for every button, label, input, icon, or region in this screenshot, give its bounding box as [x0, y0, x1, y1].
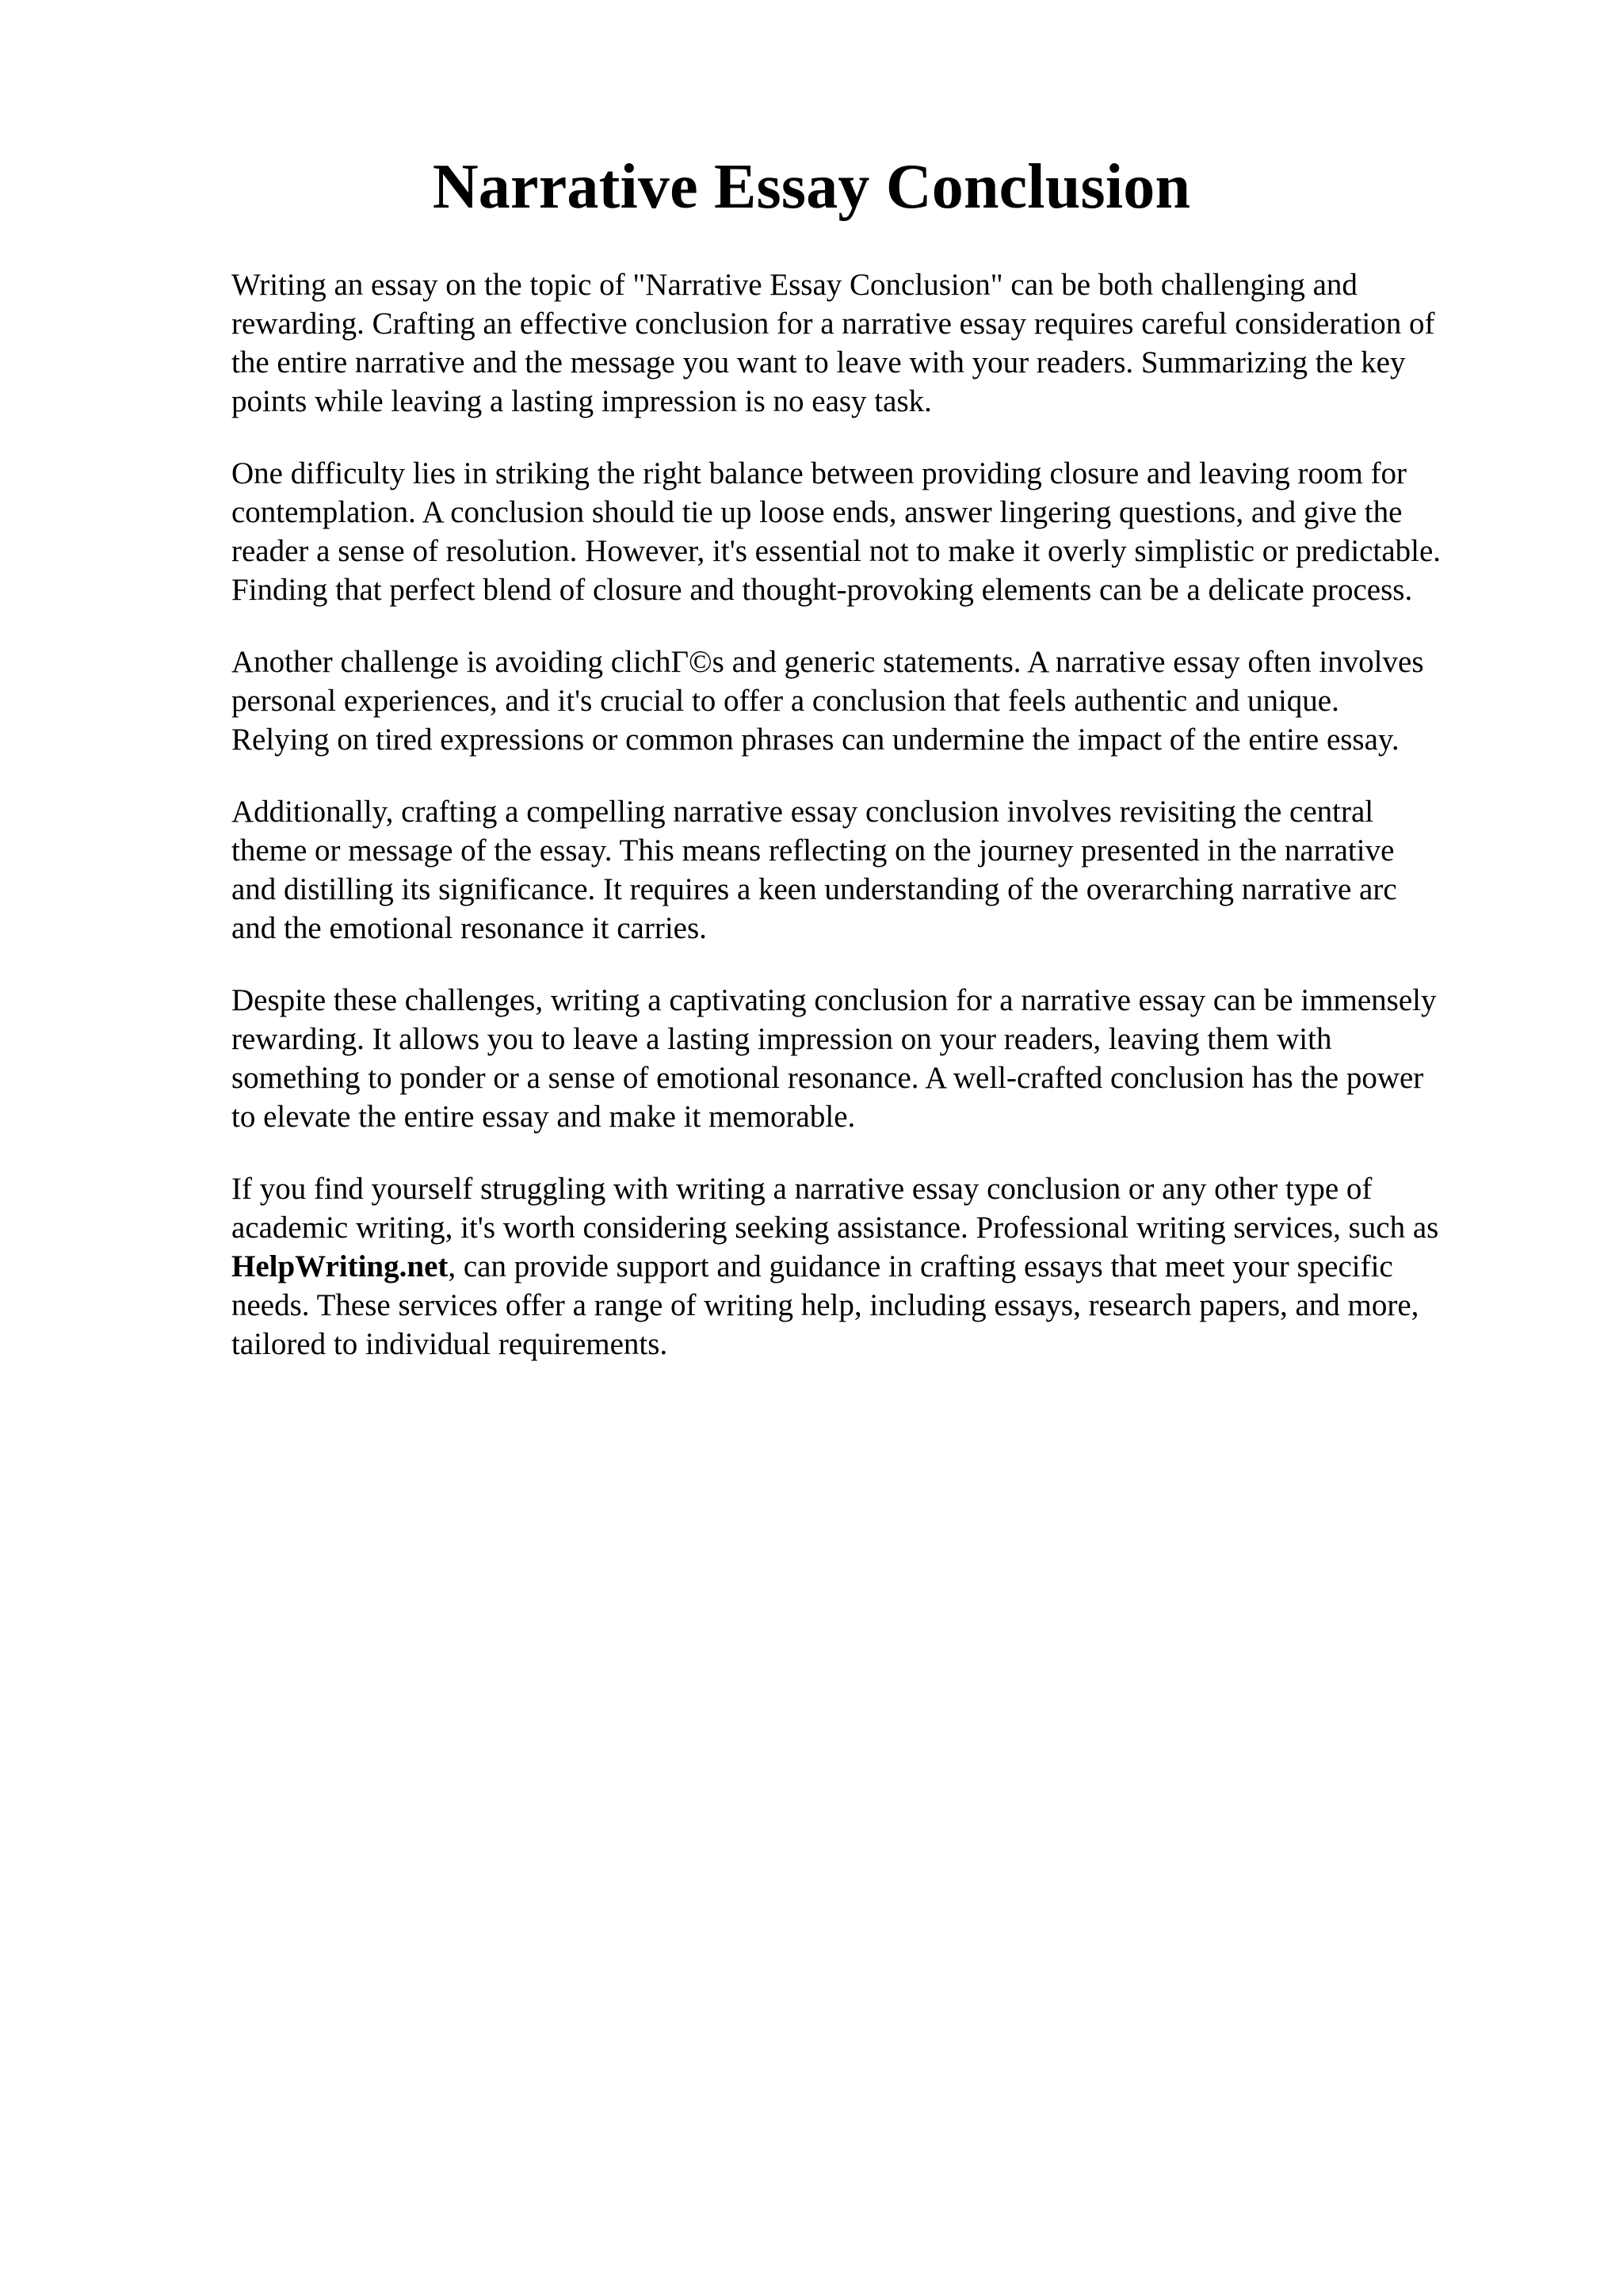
text-line: reader a sense of resolution. However, it's essential not to make it overly simplistic or predictable. [231, 534, 1442, 568]
text-line: needs. These services offer a range of writing help, including essays, research papers, and more, [231, 1288, 1419, 1322]
text-line: rewarding. Crafting an effective conclusion for a narrative essay requires careful consideration of [231, 307, 1435, 341]
text-line: One difficulty lies in striking the right balance between providing closure and leaving room for [231, 456, 1407, 490]
paragraph-5 [231, 981, 1525, 1136]
text-fragment: , can provide support and guidance in crafting essays that meet your specific [448, 1249, 1393, 1283]
text-line: Despite these challenges, writing a captivating conclusion for a narrative essay can be immensely [231, 983, 1437, 1017]
paragraph-2 [231, 454, 1525, 609]
document-title: Narrative Essay Conclusion [432, 152, 1191, 222]
text-line: academic writing, it's worth considering seeking assistance. Professional writing services, such as [231, 1211, 1439, 1245]
paragraph-3 [231, 643, 1525, 759]
paragraph-1 [231, 265, 1525, 421]
text-line: points while leaving a lasting impression is no easy task. [231, 384, 932, 418]
paragraph-6 [231, 1169, 1525, 1363]
text-line [231, 1247, 1525, 1286]
text-line: and distilling its significance. It requires a keen understanding of the overarching narrative arc [231, 872, 1397, 906]
text-line: and the emotional resonance it carries. [231, 911, 707, 945]
text-line: Another challenge is avoiding clichГ©s and generic statements. A narrative essay often involves [231, 645, 1424, 679]
paragraph-4 [231, 792, 1525, 948]
text-line: Relying on tired expressions or common phrases can undermine the impact of the entire essay. [231, 723, 1400, 757]
text-line: tailored to individual requirements. [231, 1327, 668, 1361]
text-line: rewarding. It allows you to leave a lasting impression on your readers, leaving them with [231, 1022, 1332, 1056]
text-line: to elevate the entire essay and make it memorable. [231, 1100, 856, 1134]
text-line: the entire narrative and the message you want to leave with your readers. Summarizing the key [231, 345, 1406, 379]
text-line: contemplation. A conclusion should tie up loose ends, answer lingering questions, and give the [231, 495, 1403, 529]
text-line: personal experiences, and it's crucial to offer a conclusion that feels authentic and unique. [231, 684, 1339, 718]
text-line: Finding that perfect blend of closure and thought-provoking elements can be a delicate process. [231, 573, 1413, 607]
document-body [231, 265, 1525, 1397]
text-line: theme or message of the essay. This means reflecting on the journey presented in the narrative [231, 833, 1395, 868]
helpwriting-link[interactable]: HelpWriting.net [231, 1249, 449, 1283]
text-line: If you find yourself struggling with writing a narrative essay conclusion or any other type of [231, 1172, 1373, 1206]
text-line: something to ponder or a sense of emotional resonance. A well-crafted conclusion has the power [231, 1061, 1424, 1095]
text-line: Additionally, crafting a compelling narrative essay conclusion involves revisiting the central [231, 795, 1374, 829]
text-line: Writing an essay on the topic of "Narrative Essay Conclusion" can be both challenging and [231, 268, 1358, 302]
